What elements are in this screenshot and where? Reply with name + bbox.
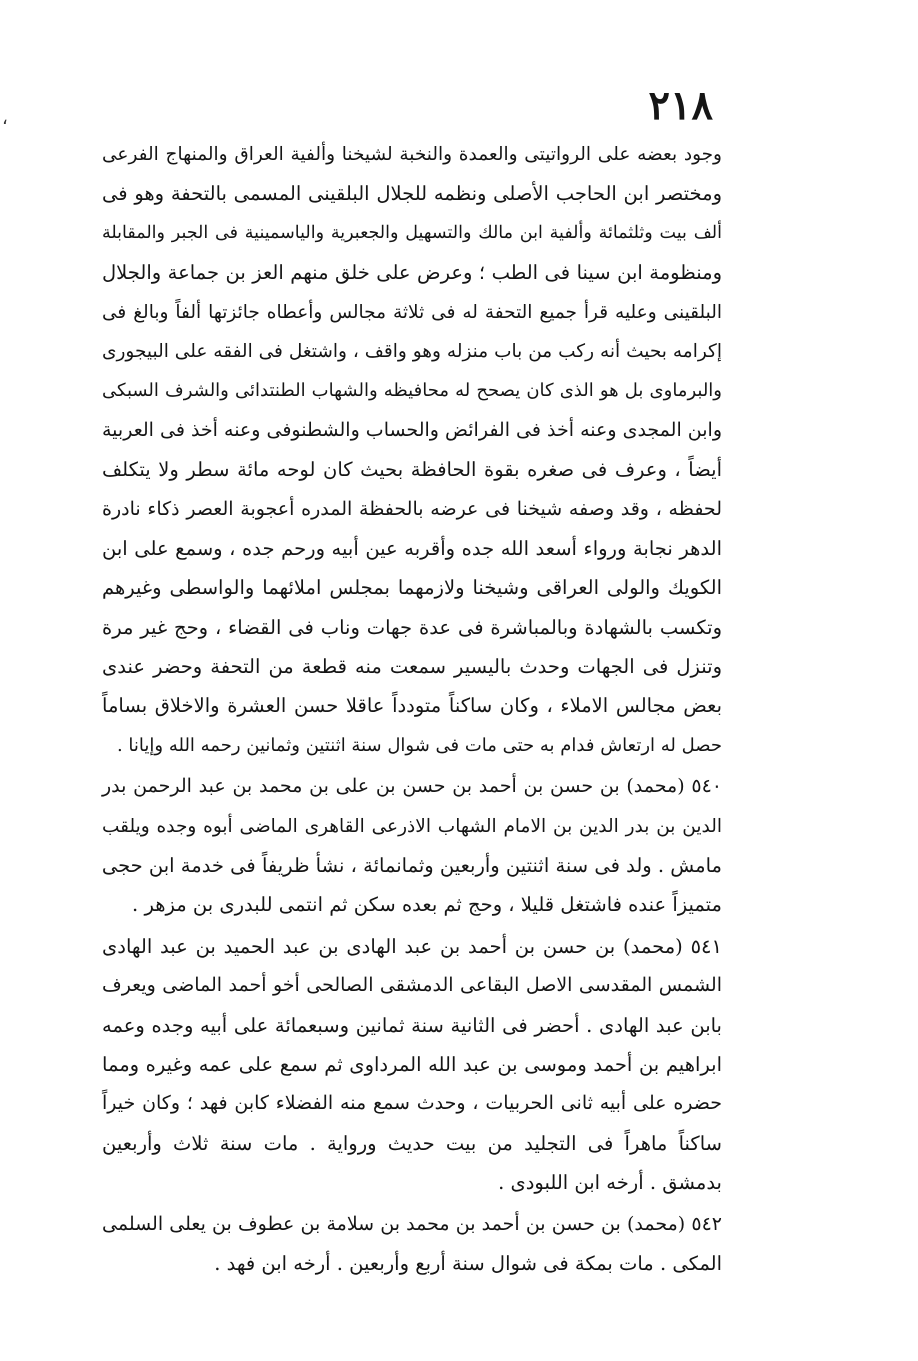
text-line: البلقينى وعليه قرأ جميع التحفة له فى ثلاثة مجالس وأعطاه جائزتها ألفاً وبالغ فى: [102, 301, 722, 323]
text-line: حصل له ارتعاش فدام به حتى مات فى شوال سنة اثنتين وثمانين رحمه الله وإيانا .: [116, 734, 722, 756]
text-line: متميزاً عنده فاشتغل قليلا ، وحج ثم بعده سكن ثم انتمى للبدرى بن مزهر .: [132, 893, 722, 917]
text-line: الكويك والولى العراقى وشيخنا ولازمهما بمجلس املائهما والواسطى وغيرهم: [102, 576, 722, 600]
text-body: [102, 135, 722, 1283]
text-line: مامش . ولد فى سنة اثنتين وأربعين وثمانمائة ، نشأ ظريفاً فى خدمة ابن حجى: [101, 854, 722, 878]
text-line: بدمشق . أرخه ابن اللبودى .: [498, 1171, 722, 1195]
text-line: بابن عبد الهادى . أحضر فى الثانية سنة ثمانين وسبعمائة على أبيه وجده وعمه: [102, 1013, 722, 1037]
text-line: لحفظه ، وقد وصفه شيخنا فى عرضه بالحفظة المدره أعجوبة العصر ذكاء نادرة: [102, 497, 722, 520]
text-line: أيضاً ، وعرف فى صغره بقوة الحافظة بحيث كان لوحه مائة سطر ولا يتكلف: [102, 458, 722, 482]
text-line: حضره على أبيه ثانى الحربيات ، وحدث سمع منه الفضلاء كابن فهد ؛ وكان خيراً: [102, 1092, 722, 1115]
text-line: ٥٤٠ (محمد) بن حسن بن أحمد بن حسن بن على بن محمد بن عبد الرحمن بدر: [102, 775, 722, 798]
margin-mark: ،: [2, 108, 8, 129]
text-line: ومختصر ابن الحاجب الأصلى ونظمه للجلال البلقينى المسمى بالتحفة وهو فى: [102, 182, 722, 206]
text-line: وتنزل فى الجهات وحدث باليسير سمعت منه قطعة من التحفة وحضر عندى: [102, 655, 722, 679]
text-line: وجود بعضه على الرواتيتى والعمدة والنخبة لشيخنا وألفية العراق والمنهاج الفرعى: [102, 144, 722, 165]
text-line: ٥٤١ (محمد) بن حسن بن أحمد بن عبد الهادى بن عبد الحميد بن عبد الهادى: [102, 934, 722, 958]
text-line: المكى . مات بمكة فى شوال سنة أربع وأربعين . أرخه ابن فهد .: [214, 1251, 722, 1275]
text-line: وتكسب بالشهادة وبالمباشرة فى عدة جهات وناب فى القضاء ، وحج غير مرة: [102, 615, 722, 639]
text-line: إكرامه بحيث أنه ركب من باب منزله وهو واقف ، واشتغل فى الفقه على البيجورى: [102, 340, 722, 362]
text-line: ٥٤٢ (محمد) بن حسن بن أحمد بن محمد بن سلامة بن عطوف بن يعلى السلمى: [102, 1212, 722, 1235]
text-line: بعض مجالس الاملاء ، وكان ساكناً متودداً عاقلا حسن العشرة والاخلاق بساماً: [102, 694, 722, 718]
text-line: والبرماوى بل هو الذى كان يصحح له محافيظه والشهاب الطنتدائى والشرف السبكى: [102, 380, 722, 402]
page-number: ٢١٨: [648, 82, 713, 129]
text-line: ابراهيم بن أحمد وموسى بن عبد الله المرداوى ثم سمع على عمه وغيره ومما: [102, 1052, 722, 1076]
text-line: الدين بن بدر الدين بن الامام الشهاب الاذرعى القاهرى الماضى أبوه وجده ويلقب: [102, 815, 722, 837]
text-line: الدهر نجابة ورواء أسعد الله جده وأقربه عين أبيه ورحم جده ، وسمع على ابن: [102, 536, 722, 560]
text-line: ساكناً ماهراً فى التجليد من بيت حديث ورواية . مات سنة ثلاث وأربعين: [102, 1131, 722, 1155]
text-line: وابن المجدى وعنه أخذ فى الفرائض والحساب والشطنوفى وعنه أخذ فى العربية: [102, 418, 722, 441]
text-line: ألف بيت وثلثمائة وألفية ابن مالك والتسهيل والجعبرية والياسمينية فى الجبر والمقابلة: [102, 222, 722, 243]
text-line: ومنظومة ابن سينا فى الطب ؛ وعرض على خلق منهم العز بن جماعة والجلال: [102, 261, 722, 285]
text-line: الشمس المقدسى الاصل البقاعى الدمشقى الصالحى أخو أحمد الماضى ويعرف: [102, 974, 722, 997]
